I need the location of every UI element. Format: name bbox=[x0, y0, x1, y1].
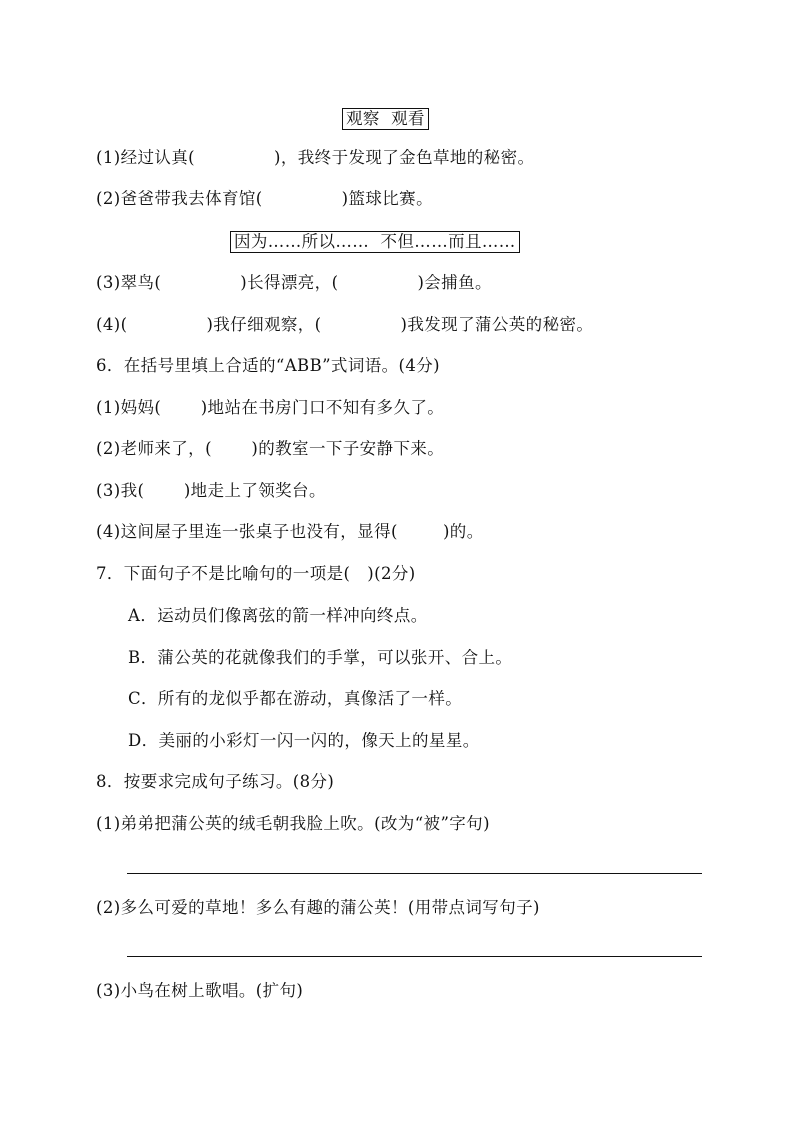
question-5-4: (4)( )我仔细观察，( )我发现了蒲公英的秘密。 bbox=[96, 315, 594, 334]
question-6-2: (2)老师来了，( )的教室一下子安静下来。 bbox=[96, 439, 445, 458]
question-8-1: (1)弟弟把蒲公英的绒毛朝我脸上吹。(改为“被”字句) bbox=[96, 814, 490, 833]
question-5-1: (1)经过认真( )，我终于发现了金色草地的秘密。 bbox=[96, 148, 535, 167]
question-8-3: (3)小鸟在树上歌唱。(扩句) bbox=[96, 981, 304, 1000]
word-choice-box-2: 因为……所以…… 不但……而且…… bbox=[230, 231, 520, 253]
option-d: D．美丽的小彩灯一闪一闪的，像天上的星星。 bbox=[128, 731, 480, 750]
section-7-title: 7．下面句子不是比喻句的一项是( )(2分) bbox=[96, 564, 416, 583]
answer-line-2 bbox=[127, 956, 702, 957]
question-5-3: (3)翠鸟( )长得漂亮，( )会捕鱼。 bbox=[96, 273, 492, 292]
question-5-2: (2)爸爸带我去体育馆( )篮球比赛。 bbox=[96, 189, 433, 208]
option-a: A．运动员们像离弦的箭一样冲向终点。 bbox=[128, 606, 428, 625]
section-6-title: 6．在括号里填上合适的“ABB”式词语。(4分) bbox=[96, 356, 441, 375]
option-c: C．所有的龙似乎都在游动，真像活了一样。 bbox=[128, 689, 463, 708]
question-6-4: (4)这间屋子里连一张桌子也没有，显得( )的。 bbox=[96, 522, 484, 541]
option-b: B．蒲公英的花就像我们的手掌，可以张开、合上。 bbox=[128, 648, 513, 667]
answer-line-1 bbox=[127, 873, 702, 874]
word-choice-box-1: 观察 观看 bbox=[342, 108, 429, 130]
question-6-1: (1)妈妈( )地站在书房门口不知有多久了。 bbox=[96, 398, 445, 417]
question-6-3: (3)我( )地走上了领奖台。 bbox=[96, 481, 326, 500]
section-8-title: 8．按要求完成句子练习。(8分) bbox=[96, 772, 335, 791]
question-8-2: (2)多么可爱的草地！多么有趣的蒲公英！(用带点词写句子) bbox=[96, 898, 540, 917]
